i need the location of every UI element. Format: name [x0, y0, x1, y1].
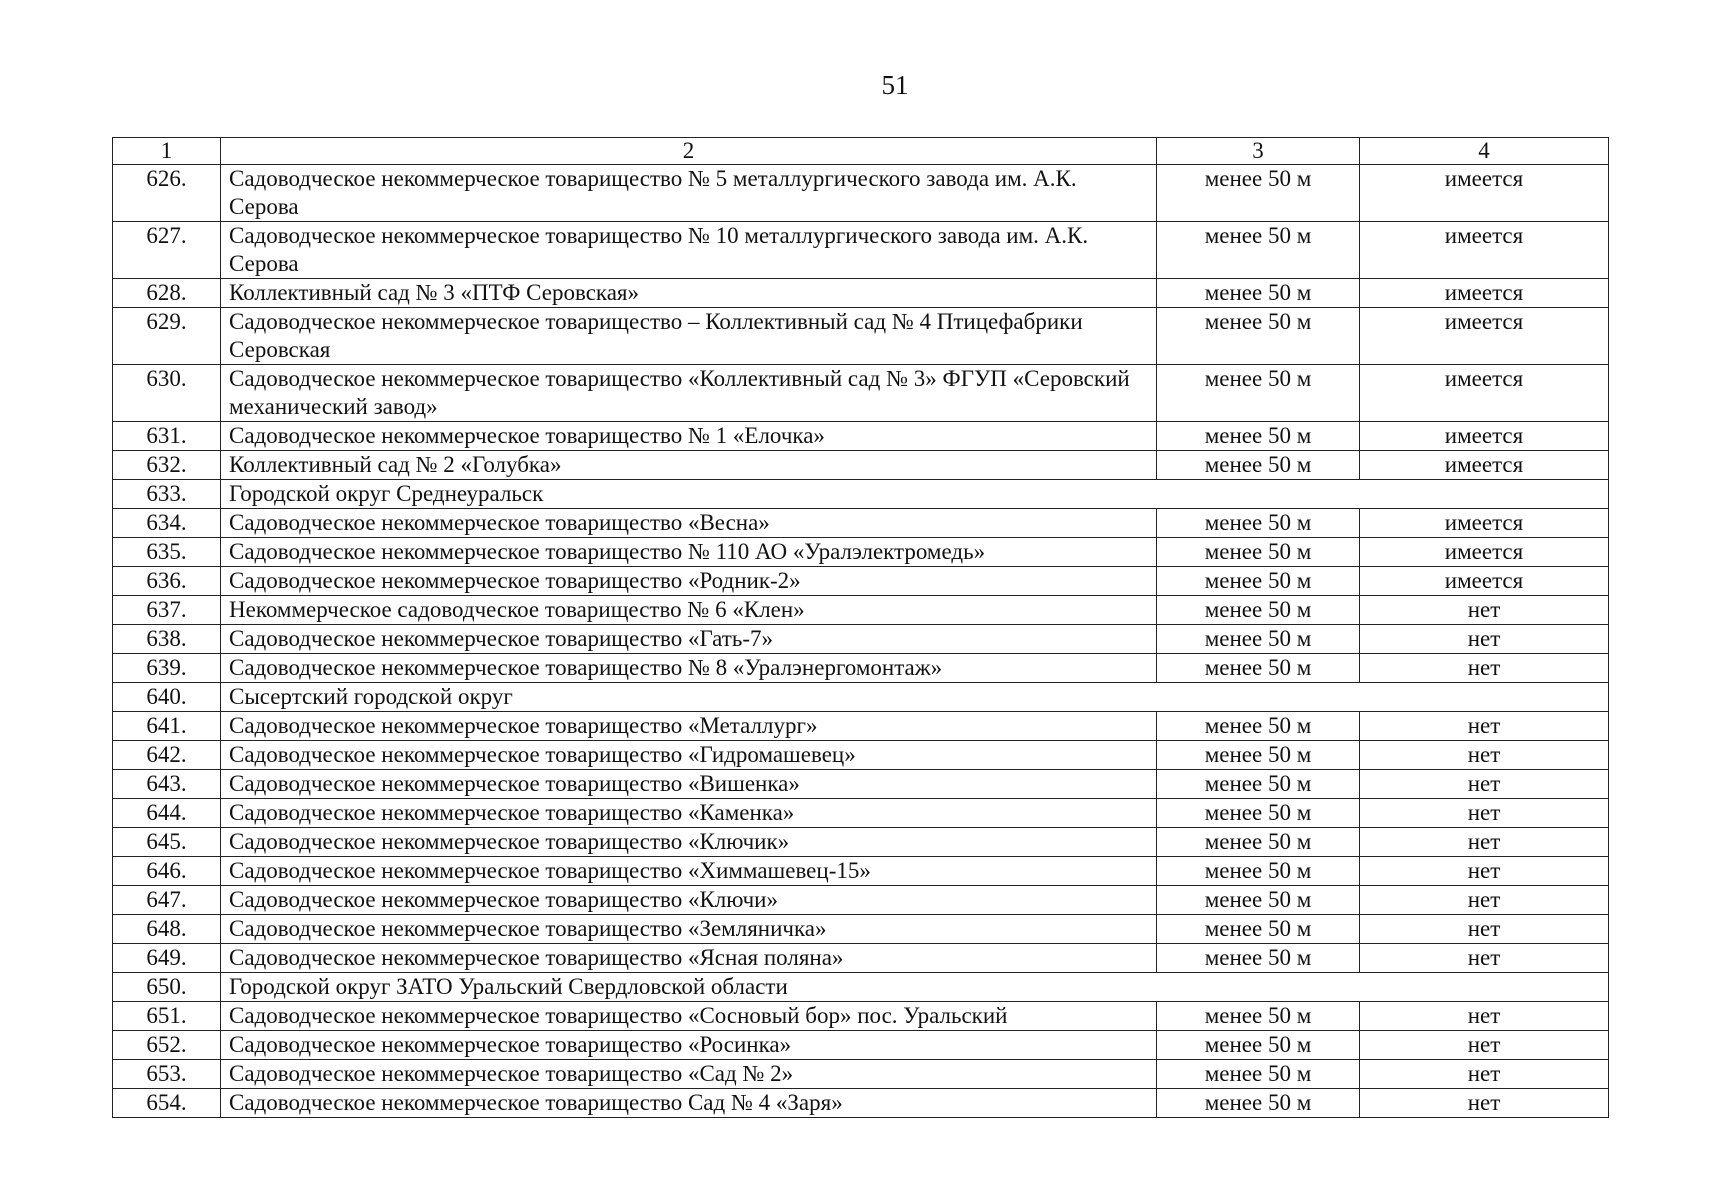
availability-value: нет	[1360, 1089, 1609, 1118]
distance-value: менее 50 м	[1157, 451, 1360, 480]
distance-value: менее 50 м	[1157, 915, 1360, 944]
row-number: 639.	[113, 654, 221, 683]
availability-value: нет	[1360, 915, 1609, 944]
gardening-partnerships-table	[112, 137, 1609, 1118]
availability-value: нет	[1360, 712, 1609, 741]
row-number: 647.	[113, 886, 221, 915]
header-cell-1: 1	[113, 138, 221, 165]
distance-value: менее 50 м	[1157, 222, 1360, 279]
distance-value: менее 50 м	[1157, 509, 1360, 538]
row-number: 640.	[113, 683, 221, 712]
row-number: 633.	[113, 480, 221, 509]
table-row	[113, 857, 1609, 886]
availability-value: нет	[1360, 1031, 1609, 1060]
availability-value: имеется	[1360, 365, 1609, 422]
organization-name: Садоводческое некоммерческое товарищество «Весна»	[221, 509, 1157, 538]
table-row	[113, 567, 1609, 596]
availability-value: нет	[1360, 625, 1609, 654]
organization-name: Садоводческое некоммерческое товарищество «Ключик»	[221, 828, 1157, 857]
row-number: 654.	[113, 1089, 221, 1118]
row-number: 650.	[113, 973, 221, 1002]
header-cell-4: 4	[1360, 138, 1609, 165]
page-number: 51	[881, 70, 909, 100]
table-row	[113, 741, 1609, 770]
table-row	[113, 944, 1609, 973]
distance-value: менее 50 м	[1157, 165, 1360, 222]
row-number: 638.	[113, 625, 221, 654]
organization-name: Садоводческое некоммерческое товарищество «Сосновый бор» пос. Уральский	[221, 1002, 1157, 1031]
organization-name: Садоводческое некоммерческое товарищество «Ясная поляна»	[221, 944, 1157, 973]
header-cell-2: 2	[221, 138, 1157, 165]
organization-name: Садоводческое некоммерческое товарищество «Металлург»	[221, 712, 1157, 741]
availability-value: нет	[1360, 828, 1609, 857]
row-number: 632.	[113, 451, 221, 480]
distance-value: менее 50 м	[1157, 741, 1360, 770]
availability-value: нет	[1360, 799, 1609, 828]
availability-value: имеется	[1360, 422, 1609, 451]
organization-name: Некоммерческое садоводческое товарищество № 6 «Клен»	[221, 596, 1157, 625]
availability-value: имеется	[1360, 538, 1609, 567]
row-number: 641.	[113, 712, 221, 741]
table-row	[113, 365, 1609, 422]
distance-value: менее 50 м	[1157, 886, 1360, 915]
availability-value: нет	[1360, 741, 1609, 770]
organization-name: Садоводческое некоммерческое товарищество № 8 «Уралэнергомонтаж»	[221, 654, 1157, 683]
availability-value: нет	[1360, 596, 1609, 625]
row-number: 636.	[113, 567, 221, 596]
availability-value: имеется	[1360, 308, 1609, 365]
row-number: 628.	[113, 279, 221, 308]
table-row	[113, 596, 1609, 625]
availability-value: имеется	[1360, 279, 1609, 308]
table-row	[113, 915, 1609, 944]
organization-name: Садоводческое некоммерческое товарищество «Коллективный сад № 3» ФГУП «Серовский механический завод»	[221, 365, 1157, 422]
section-title: Сысертский городской округ	[221, 683, 1609, 712]
organization-name: Садоводческое некоммерческое товарищество «Гидромашевец»	[221, 741, 1157, 770]
row-number: 629.	[113, 308, 221, 365]
distance-value: менее 50 м	[1157, 365, 1360, 422]
row-number: 627.	[113, 222, 221, 279]
distance-value: менее 50 м	[1157, 1031, 1360, 1060]
row-number: 649.	[113, 944, 221, 973]
table-row	[113, 165, 1609, 222]
distance-value: менее 50 м	[1157, 799, 1360, 828]
distance-value: менее 50 м	[1157, 625, 1360, 654]
distance-value: менее 50 м	[1157, 279, 1360, 308]
availability-value: нет	[1360, 857, 1609, 886]
row-number: 652.	[113, 1031, 221, 1060]
organization-name: Садоводческое некоммерческое товарищество «Росинка»	[221, 1031, 1157, 1060]
section-title: Городской округ ЗАТО Уральский Свердловской области	[221, 973, 1609, 1002]
table-row	[113, 799, 1609, 828]
table-row	[113, 451, 1609, 480]
organization-name: Садоводческое некоммерческое товарищество «Вишенка»	[221, 770, 1157, 799]
distance-value: менее 50 м	[1157, 944, 1360, 973]
availability-value: нет	[1360, 886, 1609, 915]
row-number: 646.	[113, 857, 221, 886]
availability-value: имеется	[1360, 222, 1609, 279]
distance-value: менее 50 м	[1157, 1089, 1360, 1118]
row-number: 643.	[113, 770, 221, 799]
availability-value: имеется	[1360, 165, 1609, 222]
section-title: Городской округ Среднеуральск	[221, 480, 1609, 509]
organization-name: Садоводческое некоммерческое товарищество «Родник-2»	[221, 567, 1157, 596]
organization-name: Садоводческое некоммерческое товарищество № 1 «Елочка»	[221, 422, 1157, 451]
row-number: 648.	[113, 915, 221, 944]
table-row	[113, 625, 1609, 654]
organization-name: Садоводческое некоммерческое товарищество «Гать-7»	[221, 625, 1157, 654]
availability-value: нет	[1360, 1060, 1609, 1089]
table-row	[113, 1089, 1609, 1118]
organization-name: Коллективный сад № 3 «ПТФ Серовская»	[221, 279, 1157, 308]
row-number: 634.	[113, 509, 221, 538]
table-header-row	[113, 138, 1609, 165]
row-number: 644.	[113, 799, 221, 828]
table-row	[113, 279, 1609, 308]
row-number: 635.	[113, 538, 221, 567]
table-row	[113, 422, 1609, 451]
row-number: 637.	[113, 596, 221, 625]
header-cell-3: 3	[1157, 138, 1360, 165]
organization-name: Садоводческое некоммерческое товарищество № 10 металлургического завода им. А.К. Серова	[221, 222, 1157, 279]
availability-value: нет	[1360, 944, 1609, 973]
distance-value: менее 50 м	[1157, 567, 1360, 596]
distance-value: менее 50 м	[1157, 654, 1360, 683]
table-row	[113, 828, 1609, 857]
section-row	[113, 973, 1609, 1002]
availability-value: нет	[1360, 654, 1609, 683]
organization-name: Садоводческое некоммерческое товарищество «Каменка»	[221, 799, 1157, 828]
table-row	[113, 308, 1609, 365]
row-number: 626.	[113, 165, 221, 222]
organization-name: Садоводческое некоммерческое товарищество № 5 металлургического завода им. А.К. Серова	[221, 165, 1157, 222]
table-row	[113, 1060, 1609, 1089]
distance-value: менее 50 м	[1157, 422, 1360, 451]
availability-value: нет	[1360, 770, 1609, 799]
table-row	[113, 222, 1609, 279]
row-number: 631.	[113, 422, 221, 451]
distance-value: менее 50 м	[1157, 712, 1360, 741]
table-row	[113, 712, 1609, 741]
organization-name: Садоводческое некоммерческое товарищество «Земляничка»	[221, 915, 1157, 944]
table-row	[113, 509, 1609, 538]
organization-name: Садоводческое некоммерческое товарищество – Коллективный сад № 4 Птицефабрики Серовская	[221, 308, 1157, 365]
organization-name: Садоводческое некоммерческое товарищество «Ключи»	[221, 886, 1157, 915]
row-number: 630.	[113, 365, 221, 422]
availability-value: имеется	[1360, 567, 1609, 596]
availability-value: имеется	[1360, 451, 1609, 480]
table-row	[113, 654, 1609, 683]
row-number: 642.	[113, 741, 221, 770]
row-number: 653.	[113, 1060, 221, 1089]
distance-value: менее 50 м	[1157, 770, 1360, 799]
distance-value: менее 50 м	[1157, 828, 1360, 857]
distance-value: менее 50 м	[1157, 596, 1360, 625]
section-row	[113, 480, 1609, 509]
organization-name: Садоводческое некоммерческое товарищество «Химмашевец-15»	[221, 857, 1157, 886]
table-row	[113, 770, 1609, 799]
distance-value: менее 50 м	[1157, 538, 1360, 567]
distance-value: менее 50 м	[1157, 308, 1360, 365]
distance-value: менее 50 м	[1157, 1002, 1360, 1031]
availability-value: нет	[1360, 1002, 1609, 1031]
table-body	[113, 138, 1609, 1118]
distance-value: менее 50 м	[1157, 857, 1360, 886]
row-number: 645.	[113, 828, 221, 857]
table-row	[113, 538, 1609, 567]
row-number: 651.	[113, 1002, 221, 1031]
organization-name: Коллективный сад № 2 «Голубка»	[221, 451, 1157, 480]
availability-value: имеется	[1360, 509, 1609, 538]
distance-value: менее 50 м	[1157, 1060, 1360, 1089]
section-row	[113, 683, 1609, 712]
organization-name: Садоводческое некоммерческое товарищество «Сад № 2»	[221, 1060, 1157, 1089]
organization-name: Садоводческое некоммерческое товарищество Сад № 4 «Заря»	[221, 1089, 1157, 1118]
table-row	[113, 1031, 1609, 1060]
table-row	[113, 1002, 1609, 1031]
organization-name: Садоводческое некоммерческое товарищество № 110 АО «Уралэлектромедь»	[221, 538, 1157, 567]
table-row	[113, 886, 1609, 915]
